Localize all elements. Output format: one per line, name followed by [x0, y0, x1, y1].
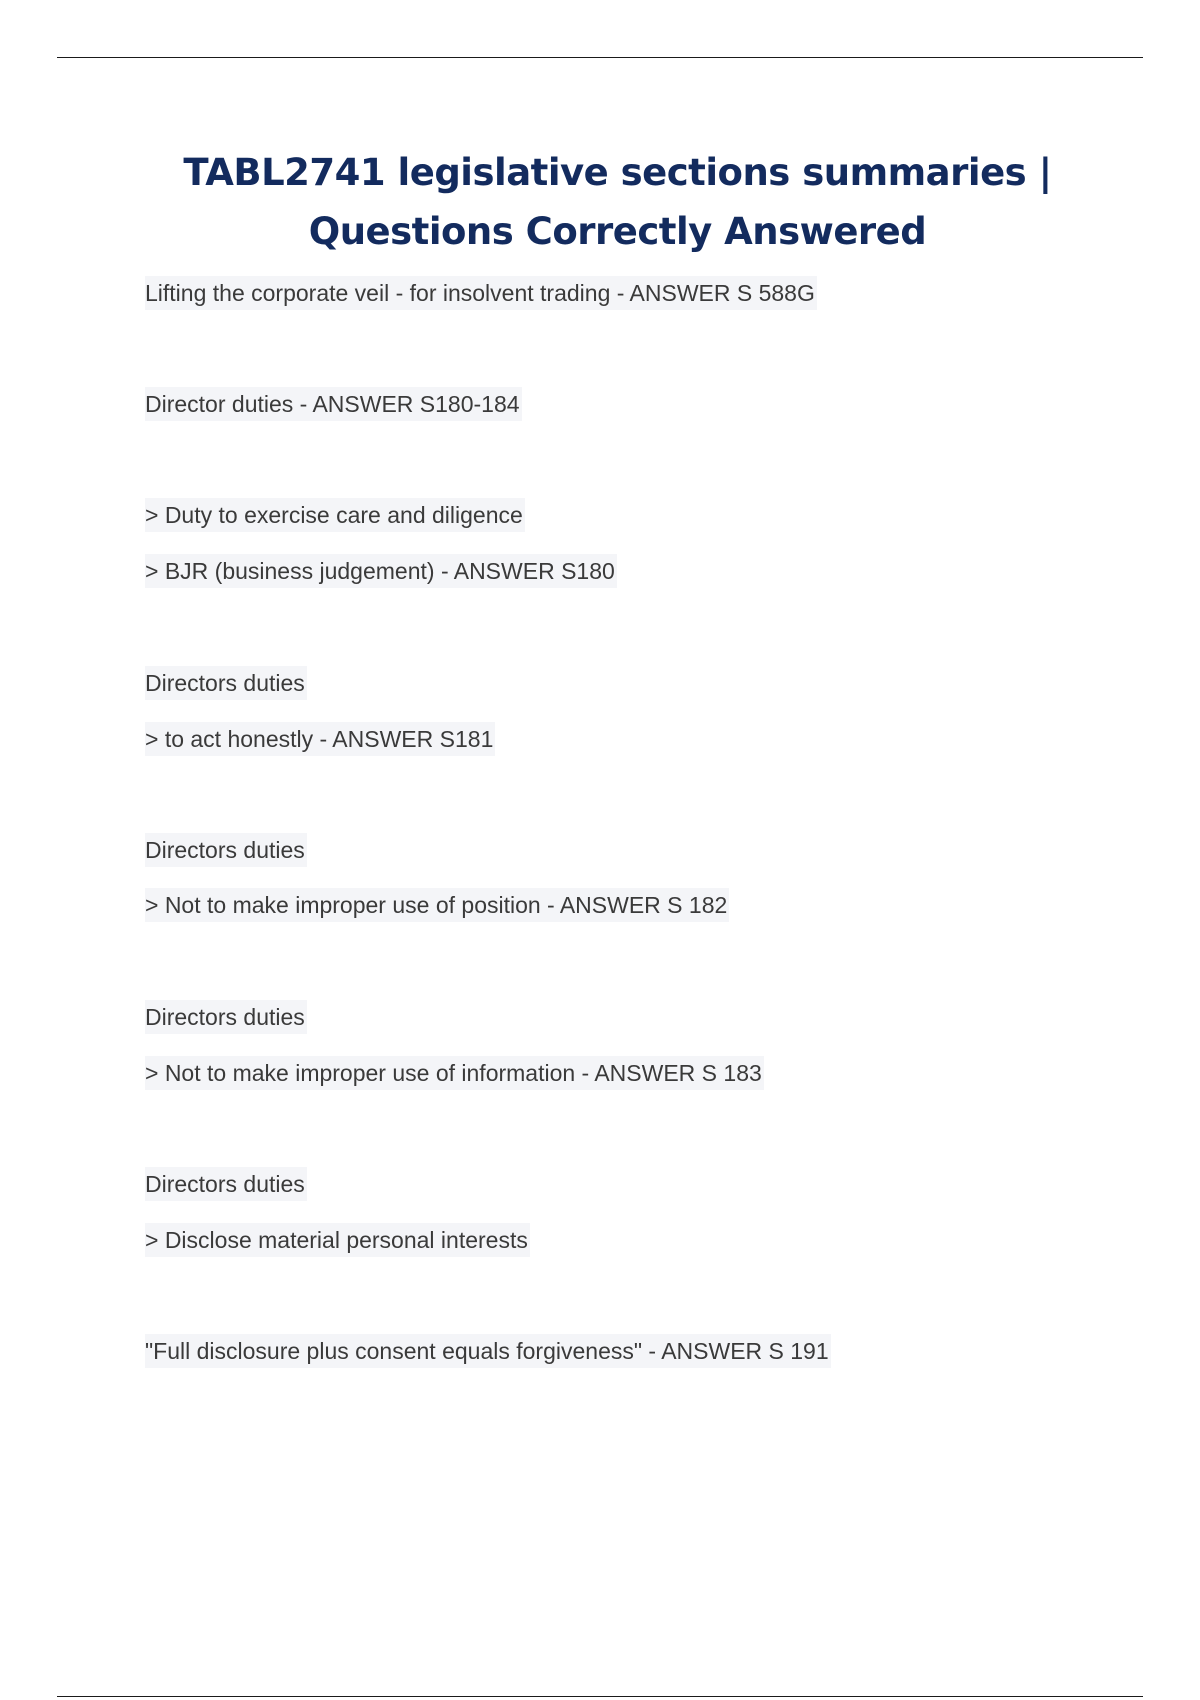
qa-line: Director duties - ANSWER S180-184	[145, 387, 522, 421]
qa-line: Directors duties	[145, 1000, 307, 1034]
qa-line: > Not to make improper use of information - ANSWER S 183	[145, 1056, 764, 1090]
title-line-2: Questions Correctly Answered	[308, 210, 927, 253]
header-rule	[57, 57, 1143, 58]
document-title	[150, 143, 1085, 261]
qa-line: Lifting the corporate veil - for insolvent trading - ANSWER S 588G	[145, 276, 817, 310]
qa-line: Directors duties	[145, 666, 307, 700]
qa-line: > to act honestly - ANSWER S181	[145, 722, 495, 756]
footer-rule	[57, 1696, 1143, 1697]
qa-line: > Disclose material personal interests	[145, 1223, 530, 1257]
qa-line: Directors duties	[145, 833, 307, 867]
title-line-1: TABL2741 legislative sections summaries |	[183, 151, 1052, 194]
qa-line: "Full disclosure plus consent equals forgiveness" - ANSWER S 191	[145, 1334, 831, 1368]
qa-line: > Duty to exercise care and diligence	[145, 498, 525, 532]
qa-line: > Not to make improper use of position - ANSWER S 182	[145, 888, 729, 922]
qa-line: Directors duties	[145, 1167, 307, 1201]
qa-line: > BJR (business judgement) - ANSWER S180	[145, 554, 617, 588]
